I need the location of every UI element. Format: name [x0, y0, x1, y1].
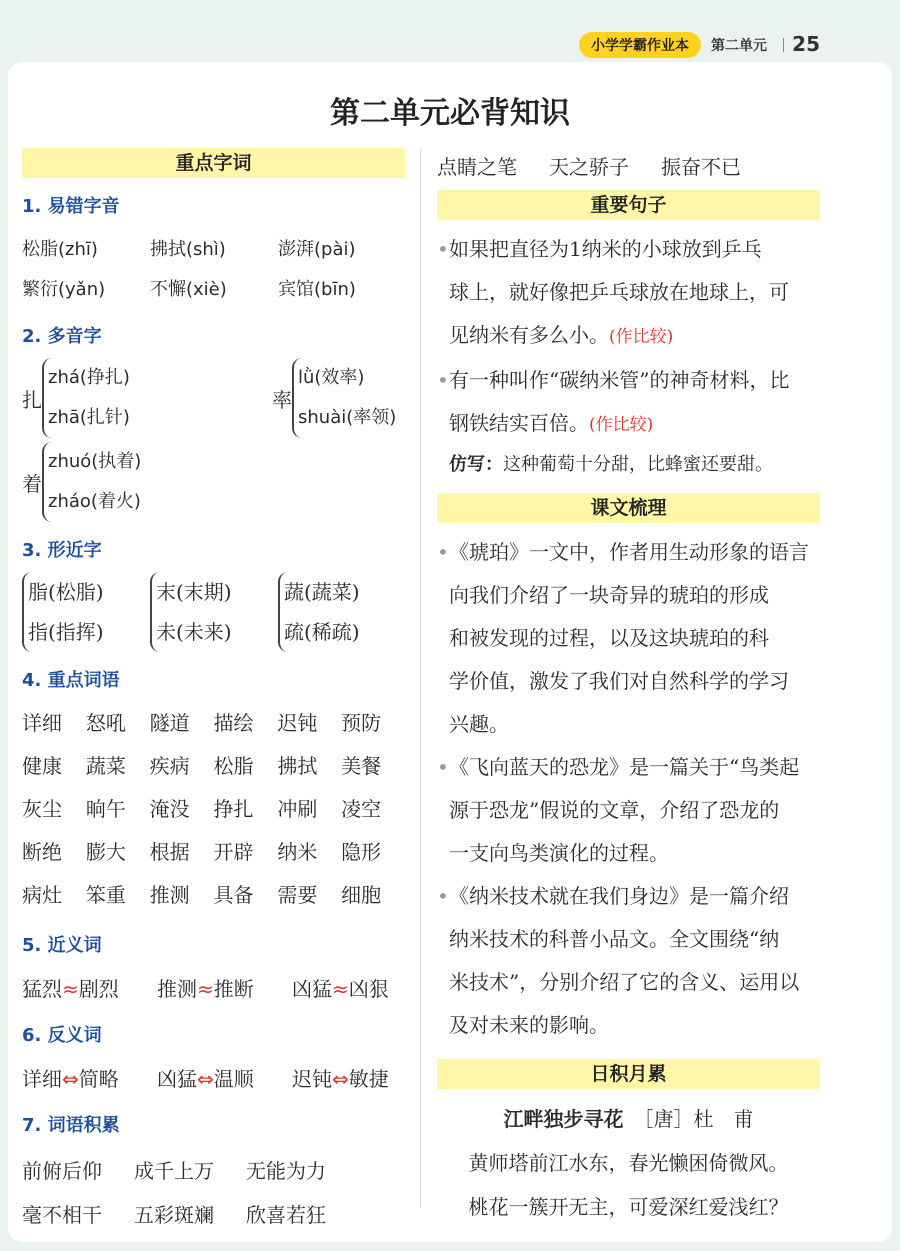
- similar-char-group: [22, 572, 150, 652]
- pronunciation-item: 繁衍(yǎn): [22, 279, 106, 300]
- summary-line: 《纳米技术就在我们身边》是一篇介绍: [449, 884, 789, 908]
- polyphone-row: [22, 358, 405, 438]
- section-header-daily-accumulation: 日积月累: [437, 1059, 820, 1089]
- unit-label: 第二单元: [711, 38, 767, 54]
- similar-char: 脂(松脂): [28, 580, 104, 604]
- key-words-grid: [22, 702, 405, 917]
- antonym-pair: [22, 1063, 157, 1092]
- key-sentence-2: [437, 359, 820, 447]
- polyphone-char: 扎: [22, 387, 42, 412]
- poem-line: 桃花一簇开无主，可爱深红爱浅红？: [468, 1195, 789, 1219]
- key-word: 详细: [22, 711, 62, 735]
- pronunciation-item: 松脂(zhī): [22, 239, 98, 260]
- idiom: 振奋不已: [661, 154, 741, 179]
- antonym-word: 敏捷: [348, 1066, 389, 1091]
- summary-amber: [437, 531, 820, 746]
- pronunciation-row: [22, 268, 405, 308]
- antonym-word: 凶猛: [157, 1066, 197, 1091]
- similar-chars-row: [22, 572, 405, 652]
- idiom-row: [22, 1191, 405, 1235]
- bullet-icon: •: [437, 884, 449, 908]
- brace: [42, 442, 141, 522]
- pronunciation-item: 不懈(xiè): [150, 279, 227, 300]
- heading-antonyms: 6. 反义词: [22, 1025, 102, 1046]
- poem-line: 黄师塔前江水东，春光懒困倚微风。: [468, 1151, 789, 1175]
- summary-line: 《飞向蓝天的恐龙》是一篇关于“鸟类起: [449, 755, 800, 779]
- summary-line: 向我们介绍了一块奇异的琥珀的形成: [449, 583, 769, 607]
- sentence-line: [449, 402, 820, 447]
- sentence-line: 有一种叫作“碳纳米管”的神奇材料，比: [449, 368, 790, 392]
- key-word: 推测: [149, 883, 190, 907]
- key-word: 蔬菜: [85, 754, 126, 778]
- antonym-word: 简略: [78, 1066, 119, 1091]
- idiom: 欣喜若狂: [246, 1202, 326, 1227]
- polyphone-reading: zhá(挣扎): [48, 367, 130, 388]
- bullet-icon: •: [437, 237, 449, 261]
- key-sentence-1: [437, 228, 820, 359]
- rhetoric-note: (作比较): [589, 415, 654, 435]
- brace: [42, 358, 130, 438]
- pronunciation-item: 拂拭(shì): [150, 239, 226, 260]
- polyphone-reading: zhā(扎针): [48, 407, 130, 428]
- sentence-line: [449, 314, 820, 359]
- key-word: 拂拭: [277, 754, 318, 778]
- summary-line: 米技术”，分别介绍了它的含义、运用以: [449, 970, 800, 994]
- similar-char: 指(指挥): [28, 620, 104, 644]
- key-word: 预防: [341, 711, 382, 735]
- right-column: [437, 148, 820, 1229]
- poem-heading: [437, 1097, 820, 1141]
- heading-polyphones: 2. 多音字: [22, 326, 102, 347]
- polyphone-reading: lǜ(效率): [298, 367, 365, 388]
- similar-char: 末(末期): [156, 580, 232, 604]
- idiom-row: [22, 1147, 405, 1191]
- key-word: 需要: [277, 883, 318, 907]
- heading-word-accumulation: 7. 词语积累: [22, 1115, 120, 1136]
- pronunciation-item: 宾馆(bīn): [278, 279, 356, 300]
- idiom: 毫不相干: [22, 1202, 102, 1227]
- summary-line: 一支向鸟类演化的过程。: [449, 841, 669, 865]
- key-word: 病灶: [22, 883, 62, 907]
- synonym-word: 凶狠: [348, 976, 389, 1001]
- synonym-word: 推断: [213, 976, 254, 1001]
- poem: [437, 1097, 820, 1229]
- synonym-pair: [157, 973, 292, 1002]
- sentence-line: 如果把直径为1纳米的小球放到乒乓: [449, 237, 762, 261]
- similar-char: 疏(稀疏): [284, 620, 360, 644]
- page-title: 第二单元必背知识: [330, 96, 570, 131]
- key-word: 开辟: [213, 840, 254, 864]
- summary-line: 学价值，激发了我们对自然科学的学习: [449, 669, 789, 693]
- heading-key-words: 4. 重点词语: [22, 670, 120, 691]
- section-header-key-words: 重点字词: [22, 148, 405, 178]
- summary-line: 和被发现的过程，以及这块琥珀的科: [449, 626, 769, 650]
- rhetoric-note: (作比较): [609, 327, 674, 347]
- similar-char-group: [278, 572, 360, 652]
- polyphone-reading: shuài(率领): [298, 407, 397, 428]
- bullet-icon: •: [437, 540, 449, 564]
- summary-nanotech: [437, 875, 820, 1047]
- key-word: 细胞: [341, 883, 382, 907]
- summary-line: 及对未来的影响。: [449, 1013, 609, 1037]
- key-word: 隧道: [149, 711, 190, 735]
- key-word: 纳米: [277, 840, 318, 864]
- synonym-pair: [292, 973, 389, 1002]
- bullet-icon: •: [437, 755, 449, 779]
- key-word: 根据: [149, 840, 190, 864]
- polyphone-char: 率: [272, 387, 292, 412]
- brace: [292, 358, 396, 438]
- key-word: 美餐: [341, 754, 382, 778]
- pronunciation-item: 澎湃(pài): [278, 239, 356, 260]
- key-word: 怒吼: [85, 711, 126, 735]
- idiom: 天之骄子: [549, 154, 629, 179]
- summary-line: 源于恐龙”假说的文章，介绍了恐龙的: [449, 798, 780, 822]
- key-word: 迟钝: [277, 711, 318, 735]
- pronunciation-row: [22, 228, 405, 268]
- polyphone-reading: zhuó(执着): [48, 451, 142, 472]
- key-word: 具备: [213, 883, 254, 907]
- synonym-word: 剧烈: [78, 976, 119, 1001]
- synonyms-row: [22, 967, 405, 1007]
- antonym-pair: [292, 1063, 389, 1092]
- key-word: 晌午: [85, 797, 126, 821]
- key-word: 凌空: [341, 797, 382, 821]
- key-word: 灰尘: [22, 797, 62, 821]
- key-word: 淹没: [149, 797, 190, 821]
- synonym-pair: [22, 973, 157, 1002]
- page-number: 25: [792, 32, 820, 56]
- polyphone-zha: [22, 358, 232, 438]
- synonym-word: 凶猛: [292, 976, 332, 1001]
- column-divider: [420, 148, 421, 1208]
- header-separator: [783, 38, 784, 52]
- heading-similar-chars: 3. 形近字: [22, 540, 102, 561]
- key-word: 膨大: [85, 840, 126, 864]
- imitation-text: 这种葡萄十分甜，比蜂蜜还要甜。: [503, 454, 773, 475]
- idiom: 成千上万: [134, 1158, 214, 1183]
- antonym-pair: [157, 1063, 292, 1092]
- sentence-text: 钢铁结实百倍。: [449, 411, 589, 435]
- section-header-text-summary: 课文梳理: [437, 493, 820, 523]
- approx-symbol: ≈: [62, 976, 79, 1001]
- imitation-label: 仿写：: [449, 454, 503, 475]
- antonyms-row: [22, 1057, 405, 1097]
- idiom-continuation-row: [437, 148, 820, 182]
- key-word: 疾病: [149, 754, 190, 778]
- idiom: 无能为力: [246, 1158, 326, 1183]
- antonym-word: 详细: [22, 1066, 62, 1091]
- polyphone-reading: zháo(着火): [48, 491, 141, 512]
- double-arrow-icon: ⇔: [332, 1066, 349, 1091]
- key-word: 松脂: [213, 754, 254, 778]
- key-word: 健康: [22, 754, 62, 778]
- synonym-word: 推测: [157, 976, 197, 1001]
- key-word: 冲刷: [277, 797, 318, 821]
- synonym-word: 猛烈: [22, 976, 62, 1001]
- similar-char: 未(未来): [156, 620, 232, 644]
- antonym-word: 温顺: [213, 1066, 254, 1091]
- book-badge: 小学学霸作业本: [579, 32, 701, 58]
- key-word: 描绘: [213, 711, 254, 735]
- idiom: 点睛之笔: [437, 154, 517, 179]
- heading-synonyms: 5. 近义词: [22, 935, 102, 956]
- similar-char: 蔬(蔬菜): [284, 580, 360, 604]
- poem-author: ［唐］杜 甫: [643, 1107, 754, 1131]
- heading-error-prone-pronunciation: 1. 易错字音: [22, 196, 120, 217]
- key-word: 断绝: [22, 840, 62, 864]
- key-word: 笨重: [85, 883, 126, 907]
- poem-title: 江畔独步寻花: [503, 1107, 624, 1131]
- section-header-key-sentences: 重要句子: [437, 190, 820, 220]
- idiom: 前俯后仰: [22, 1158, 102, 1183]
- approx-symbol: ≈: [332, 976, 349, 1001]
- antonym-word: 迟钝: [292, 1066, 332, 1091]
- summary-dinosaur: [437, 746, 820, 875]
- left-column: [22, 148, 405, 1235]
- polyphone-lv: [272, 358, 396, 438]
- similar-char-group: [150, 572, 278, 652]
- idiom: 五彩斑斓: [134, 1202, 214, 1227]
- sentence-text: 见纳米有多么小。: [449, 323, 609, 347]
- summary-line: 纳米技术的科普小品文。全文围绕“纳: [449, 927, 780, 951]
- double-arrow-icon: ⇔: [197, 1066, 214, 1091]
- polyphone-char: 着: [22, 471, 42, 496]
- bullet-icon: •: [437, 368, 449, 392]
- summary-line: 兴趣。: [449, 712, 509, 736]
- approx-symbol: ≈: [197, 976, 214, 1001]
- summary-line: 《琥珀》一文中，作者用生动形象的语言: [449, 540, 809, 564]
- sentence-line: 球上，就好像把乒乓球放在地球上，可: [449, 280, 789, 304]
- key-word: 挣扎: [213, 797, 254, 821]
- polyphone-zhe: [22, 442, 405, 522]
- imitation-writing: [437, 447, 820, 483]
- double-arrow-icon: ⇔: [62, 1066, 79, 1091]
- key-word: 隐形: [341, 840, 382, 864]
